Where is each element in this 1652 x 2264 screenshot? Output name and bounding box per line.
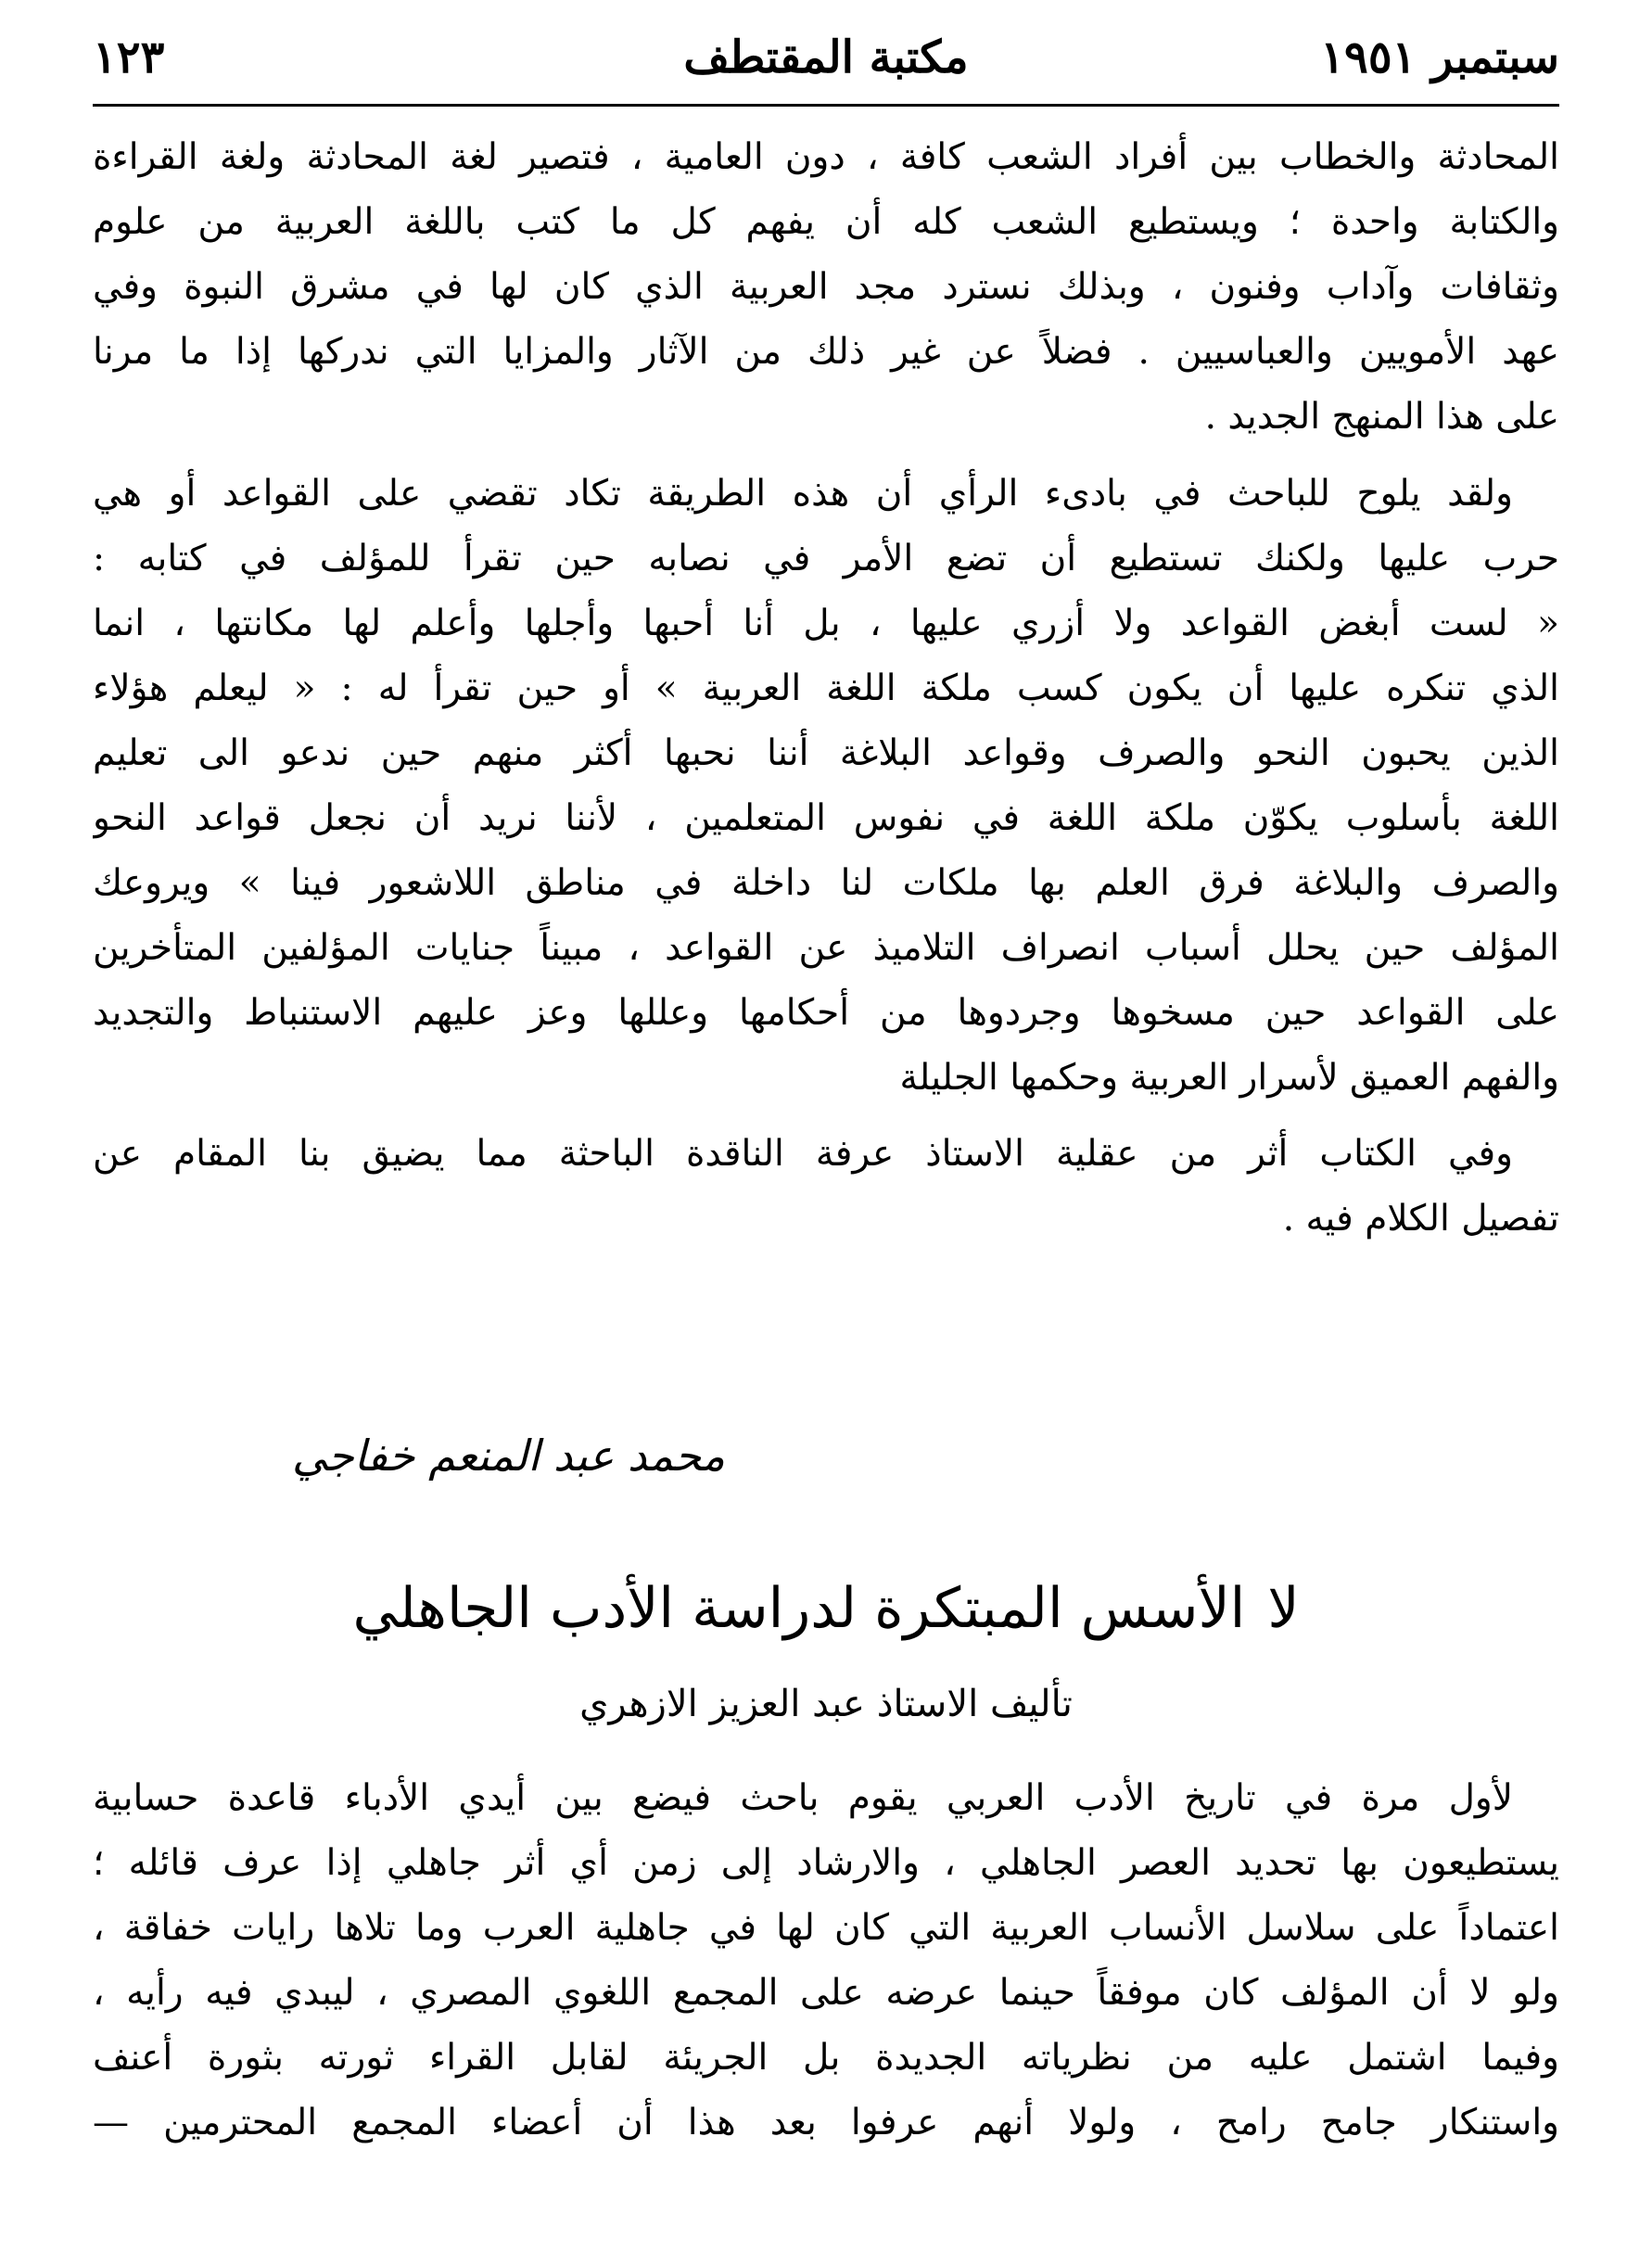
margin-mark: لا: [1267, 1576, 1300, 1641]
article-author: تأليف الاستاذ عبد العزيز الازهري: [579, 1683, 1073, 1725]
text-line: المحادثة والخطاب بين أفراد الشعب كافة ، دون العامية ، فتصير لغة المحادثة ولغة القراءة: [93, 136, 1559, 178]
text-line: والكتابة واحدة ؛ ويستطيع الشعب كله أن يفهم كل ما كتب باللغة العربية من علوم: [93, 201, 1559, 243]
text-line: والصرف والبلاغة فرق العلم بها ملكات لنا داخلة في مناطق اللاشعور فينا » ويروعك: [93, 862, 1559, 904]
text-line: المؤلف حين يحلل أسباب انصراف التلاميذ عن القواعد ، مبيناً جنايات المؤلفين المتأخرين: [93, 927, 1559, 969]
text-line: واستنكار جامح رامح ، ولولا أنهم عرفوا بعد هذا أن أعضاء المجمع المحترمين —: [93, 2102, 1559, 2143]
text-line: الذي تنكره عليها أن يكون كسب ملكة اللغة العربية » أو حين تقرأ له : « ليعلم هؤلاء: [93, 668, 1559, 709]
text-line: اللغة بأسلوب يكوّن ملكة اللغة في نفوس المتعلمين ، لأننا نريد أن نجعل قواعد النحو: [93, 797, 1559, 839]
text-line: اعتماداً على سلاسل الأنساب العربية التي كان لها في جاهلية العرب وما تلاها رايات خفاقة ،: [93, 1907, 1559, 1949]
text-line: حرب عليها ولكنك تستطيع أن تضع الأمر في نصابه حين تقرأ للمؤلف في كتابه :: [93, 538, 1559, 579]
text-line: « لست أبغض القواعد ولا أزري عليها ، بل أنا أحبها وأجلها وأعلم لها مكانتها ، انما: [93, 603, 1559, 644]
text-line: يستطيعون بها تحديد العصر الجاهلي ، والارشاد إلى زمن أي أثر جاهلي إذا عرف قائله ؛: [93, 1842, 1559, 1884]
article-title: [93, 1567, 1559, 1650]
text-line: تفصيل الكلام فيه .: [1282, 1198, 1559, 1240]
text-line: وفي الكتاب أثر من عقلية الاستاذ عرفة الناقدة الباحثة مما يضيق بنا المقام عن: [93, 1133, 1513, 1175]
text-line: وفيما اشتمل عليه من نظرياته الجديدة بل الجريئة لقابل القراء ثورته بثورة أعنف: [93, 2037, 1559, 2079]
text-line: على القواعد حين مسخوها وجردوها من أحكامها وعللها وعز عليهم الاستنباط والتجديد: [93, 992, 1559, 1034]
text-line: ولقد يلوح للباحث في بادىء الرأي أن هذه الطريقة تكاد تقضي على القواعد أو هي: [93, 473, 1513, 515]
reviewer-signature: محمد عبد المنعم خفاجي: [292, 1431, 725, 1481]
text-line: لأول مرة في تاريخ الأدب العربي يقوم باحث فيضع بين أيدي الأدباء قاعدة حسابية: [93, 1777, 1513, 1819]
running-header: [93, 20, 1559, 98]
text-line: وثقافات وآداب وفنون ، وبذلك نسترد مجد العربية الذي كان لها في مشرق النبوة وفي: [93, 266, 1559, 308]
header-title: مكتبة المقتطف: [683, 32, 969, 83]
text-line: ولو لا أن المؤلف كان موفقاً حينما عرضه على المجمع اللغوي المصري ، ليبدي فيه رأيه ،: [93, 1972, 1559, 2014]
text-line: عهد الأمويين والعباسيين . فضلاً عن غير ذلك من الآثار والمزايا التي ندركها إذا ما مرنا: [93, 331, 1559, 373]
header-date: سبتمبر ١٩٥١: [1320, 32, 1559, 83]
text-line: والفهم العميق لأسرار العربية وحكمها الجليلة: [899, 1057, 1559, 1099]
text-line: على هذا المنهج الجديد .: [1204, 396, 1559, 438]
text-line: الذين يحبون النحو والصرف وقواعد البلاغة أننا نحبها أكثر منهم حين ندعو الى تعليم: [93, 732, 1559, 774]
header-rule: [93, 104, 1559, 107]
page-number: ١٢٣: [93, 32, 165, 83]
article-title-text: الأسس المبتكرة لدراسة الأدب الجاهلي: [352, 1576, 1246, 1641]
